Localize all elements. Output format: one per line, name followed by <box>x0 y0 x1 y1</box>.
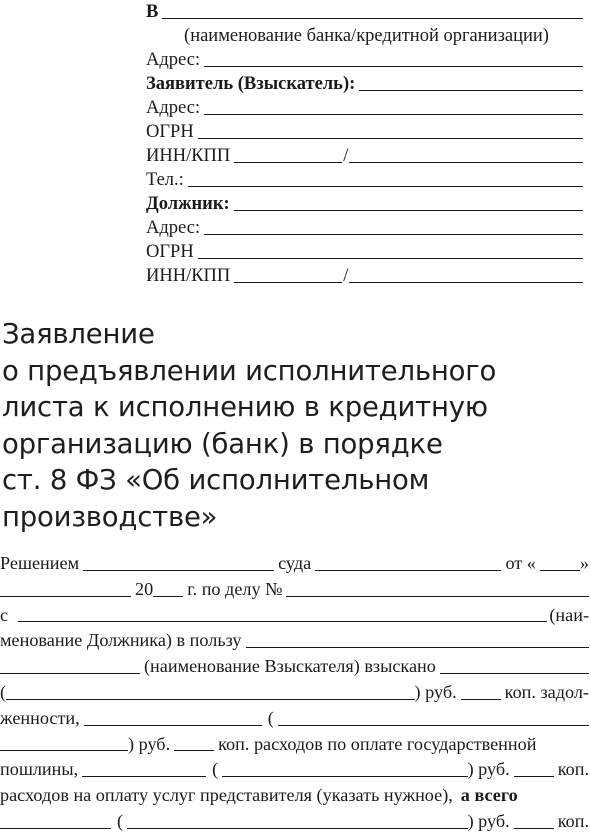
bank-name-field[interactable] <box>162 1 583 19</box>
claimant-name-field[interactable] <box>359 73 583 91</box>
debtor-address-field[interactable] <box>204 217 583 235</box>
year-field[interactable] <box>153 579 183 597</box>
debtor-row <box>146 192 583 216</box>
debtor-inn-slash: / <box>343 266 349 286</box>
body-line-11 <box>0 809 589 835</box>
debt-kop-field[interactable] <box>461 682 501 700</box>
body-line-7 <box>0 706 589 732</box>
claimant-ogrn-row <box>146 120 583 144</box>
claimant-inn-slash: / <box>343 146 349 166</box>
title-line: о предъявлении исполнительного <box>2 354 497 387</box>
debtor-ogrn-label: ОГРН <box>146 242 194 262</box>
rub-label: ) руб. <box>467 810 510 831</box>
claimant-label: Заявитель (Взыскатель): <box>146 74 356 94</box>
debtor-inn-field[interactable] <box>234 265 342 283</box>
claimant-address-row <box>146 96 583 120</box>
rep-kop-field[interactable] <box>514 759 554 777</box>
claimant-row <box>146 72 583 96</box>
debtor-ogrn-row <box>146 240 583 264</box>
total-kop-field[interactable] <box>514 811 554 829</box>
claimant-inn-label: ИНН/КПП <box>146 146 231 166</box>
claimant-kpp-field[interactable] <box>349 145 583 163</box>
rep-expenses-label: расходов на оплату услуг представителя (указать нужное), <box>0 785 453 806</box>
claimant-address-label: Адрес: <box>146 98 201 118</box>
case-number-field[interactable] <box>286 579 589 597</box>
body-line-1 <box>0 551 589 577</box>
title-line: Заявление <box>2 318 155 350</box>
title-line: организацию (банк) в порядке <box>2 427 443 460</box>
addressee-block <box>146 0 583 288</box>
debt-word-end: женности, <box>0 707 80 728</box>
fee-amount-words-field[interactable] <box>278 708 589 726</box>
total-amount-words-field[interactable] <box>127 811 468 829</box>
recovered-amount-field[interactable] <box>440 656 589 674</box>
from-label: с <box>0 604 9 625</box>
debtor-name-field[interactable] <box>234 193 583 211</box>
rub-label: ) руб. <box>414 681 457 702</box>
day-field[interactable] <box>540 553 580 571</box>
kop-debt-label: коп. задол- <box>504 681 589 702</box>
body-line-8 <box>0 732 589 758</box>
claimant-address-field[interactable] <box>204 97 583 115</box>
bank-address-field[interactable] <box>204 49 583 67</box>
body-line-9 <box>0 757 589 783</box>
to-label: В <box>146 2 159 22</box>
title-line: производстве» <box>2 500 218 533</box>
court-name-field[interactable] <box>315 553 501 571</box>
debt-amount-words-field[interactable] <box>6 682 414 700</box>
debtor-kpp-field[interactable] <box>349 265 583 283</box>
body-line-2 <box>0 577 589 603</box>
claimant-phone-row <box>146 168 583 192</box>
debtor-label: Должник: <box>146 194 230 214</box>
kop-label: коп. <box>557 759 589 780</box>
total-label: а всего <box>460 785 518 806</box>
debtor-ogrn-field[interactable] <box>198 241 583 259</box>
claimant-inn-field[interactable] <box>234 145 342 163</box>
court-label: суда <box>278 553 312 573</box>
body-line-3 <box>0 603 589 629</box>
debtor-address-row <box>146 216 583 240</box>
fee-kop-field[interactable] <box>174 733 214 751</box>
bank-address-label: Адрес: <box>146 50 201 70</box>
rub-label: ) руб. <box>467 759 510 780</box>
bank-row <box>146 0 583 24</box>
year-prefix: 20 <box>135 578 154 599</box>
paren-open: ( <box>212 759 219 780</box>
bank-address-row <box>146 48 583 72</box>
decision-field[interactable] <box>83 553 274 571</box>
body-line-10 <box>0 783 589 809</box>
month-field[interactable] <box>0 579 131 597</box>
date-quote-close: » <box>579 553 589 573</box>
fee-word-end: пошлины, <box>0 759 79 780</box>
fee-amount-field[interactable] <box>84 708 262 726</box>
paren-open: ( <box>0 681 7 702</box>
claimant-ogrn-label: ОГРН <box>146 122 194 142</box>
total-amount-field[interactable] <box>0 811 111 829</box>
debtor-inn-label: ИНН/КПП <box>146 266 231 286</box>
body-line-6 <box>0 680 589 706</box>
document-title <box>2 316 588 535</box>
debtor-inn-row <box>146 264 583 288</box>
kop-label: коп. <box>557 810 589 831</box>
claimant-phone-label: Тел.: <box>146 170 184 190</box>
title-line: листа к исполнению в кредитную <box>2 391 488 423</box>
rub-label: ) руб. <box>128 733 171 754</box>
debtor-name-field-body[interactable] <box>18 604 547 622</box>
bank-caption: (наименование банка/кредитной организации) <box>184 26 549 46</box>
paren-open: ( <box>267 707 274 728</box>
debtor-caption-start: (наи- <box>549 604 589 625</box>
claimant-phone-field[interactable] <box>188 169 583 187</box>
claimant-name-field-body[interactable] <box>246 630 589 648</box>
claimant-ogrn-field[interactable] <box>198 121 583 139</box>
body-line-5 <box>0 654 589 680</box>
date-from-label: от « <box>505 553 536 573</box>
title-line: ст. 8 ФЗ «Об исполнительном <box>2 464 430 496</box>
claimant-inn-row <box>146 144 583 168</box>
rep-amount-words-field[interactable] <box>222 759 467 777</box>
state-fee-label: коп. расходов по оплате государственной <box>218 733 537 754</box>
claimant-caption: (наименование Взыскателя) взыскано <box>144 656 436 677</box>
debtor-caption-end: менование Должника) в пользу <box>0 630 242 651</box>
statement-body <box>0 551 589 835</box>
claimant-name-field-cont[interactable] <box>0 656 140 674</box>
fee-amount-words-cont[interactable] <box>0 733 128 751</box>
rep-amount-field[interactable] <box>82 759 206 777</box>
decision-label: Решением <box>0 553 80 573</box>
case-label: г. по делу № <box>187 578 283 599</box>
paren-open: ( <box>117 810 124 831</box>
debtor-address-label: Адрес: <box>146 218 201 238</box>
body-line-4 <box>0 628 589 654</box>
